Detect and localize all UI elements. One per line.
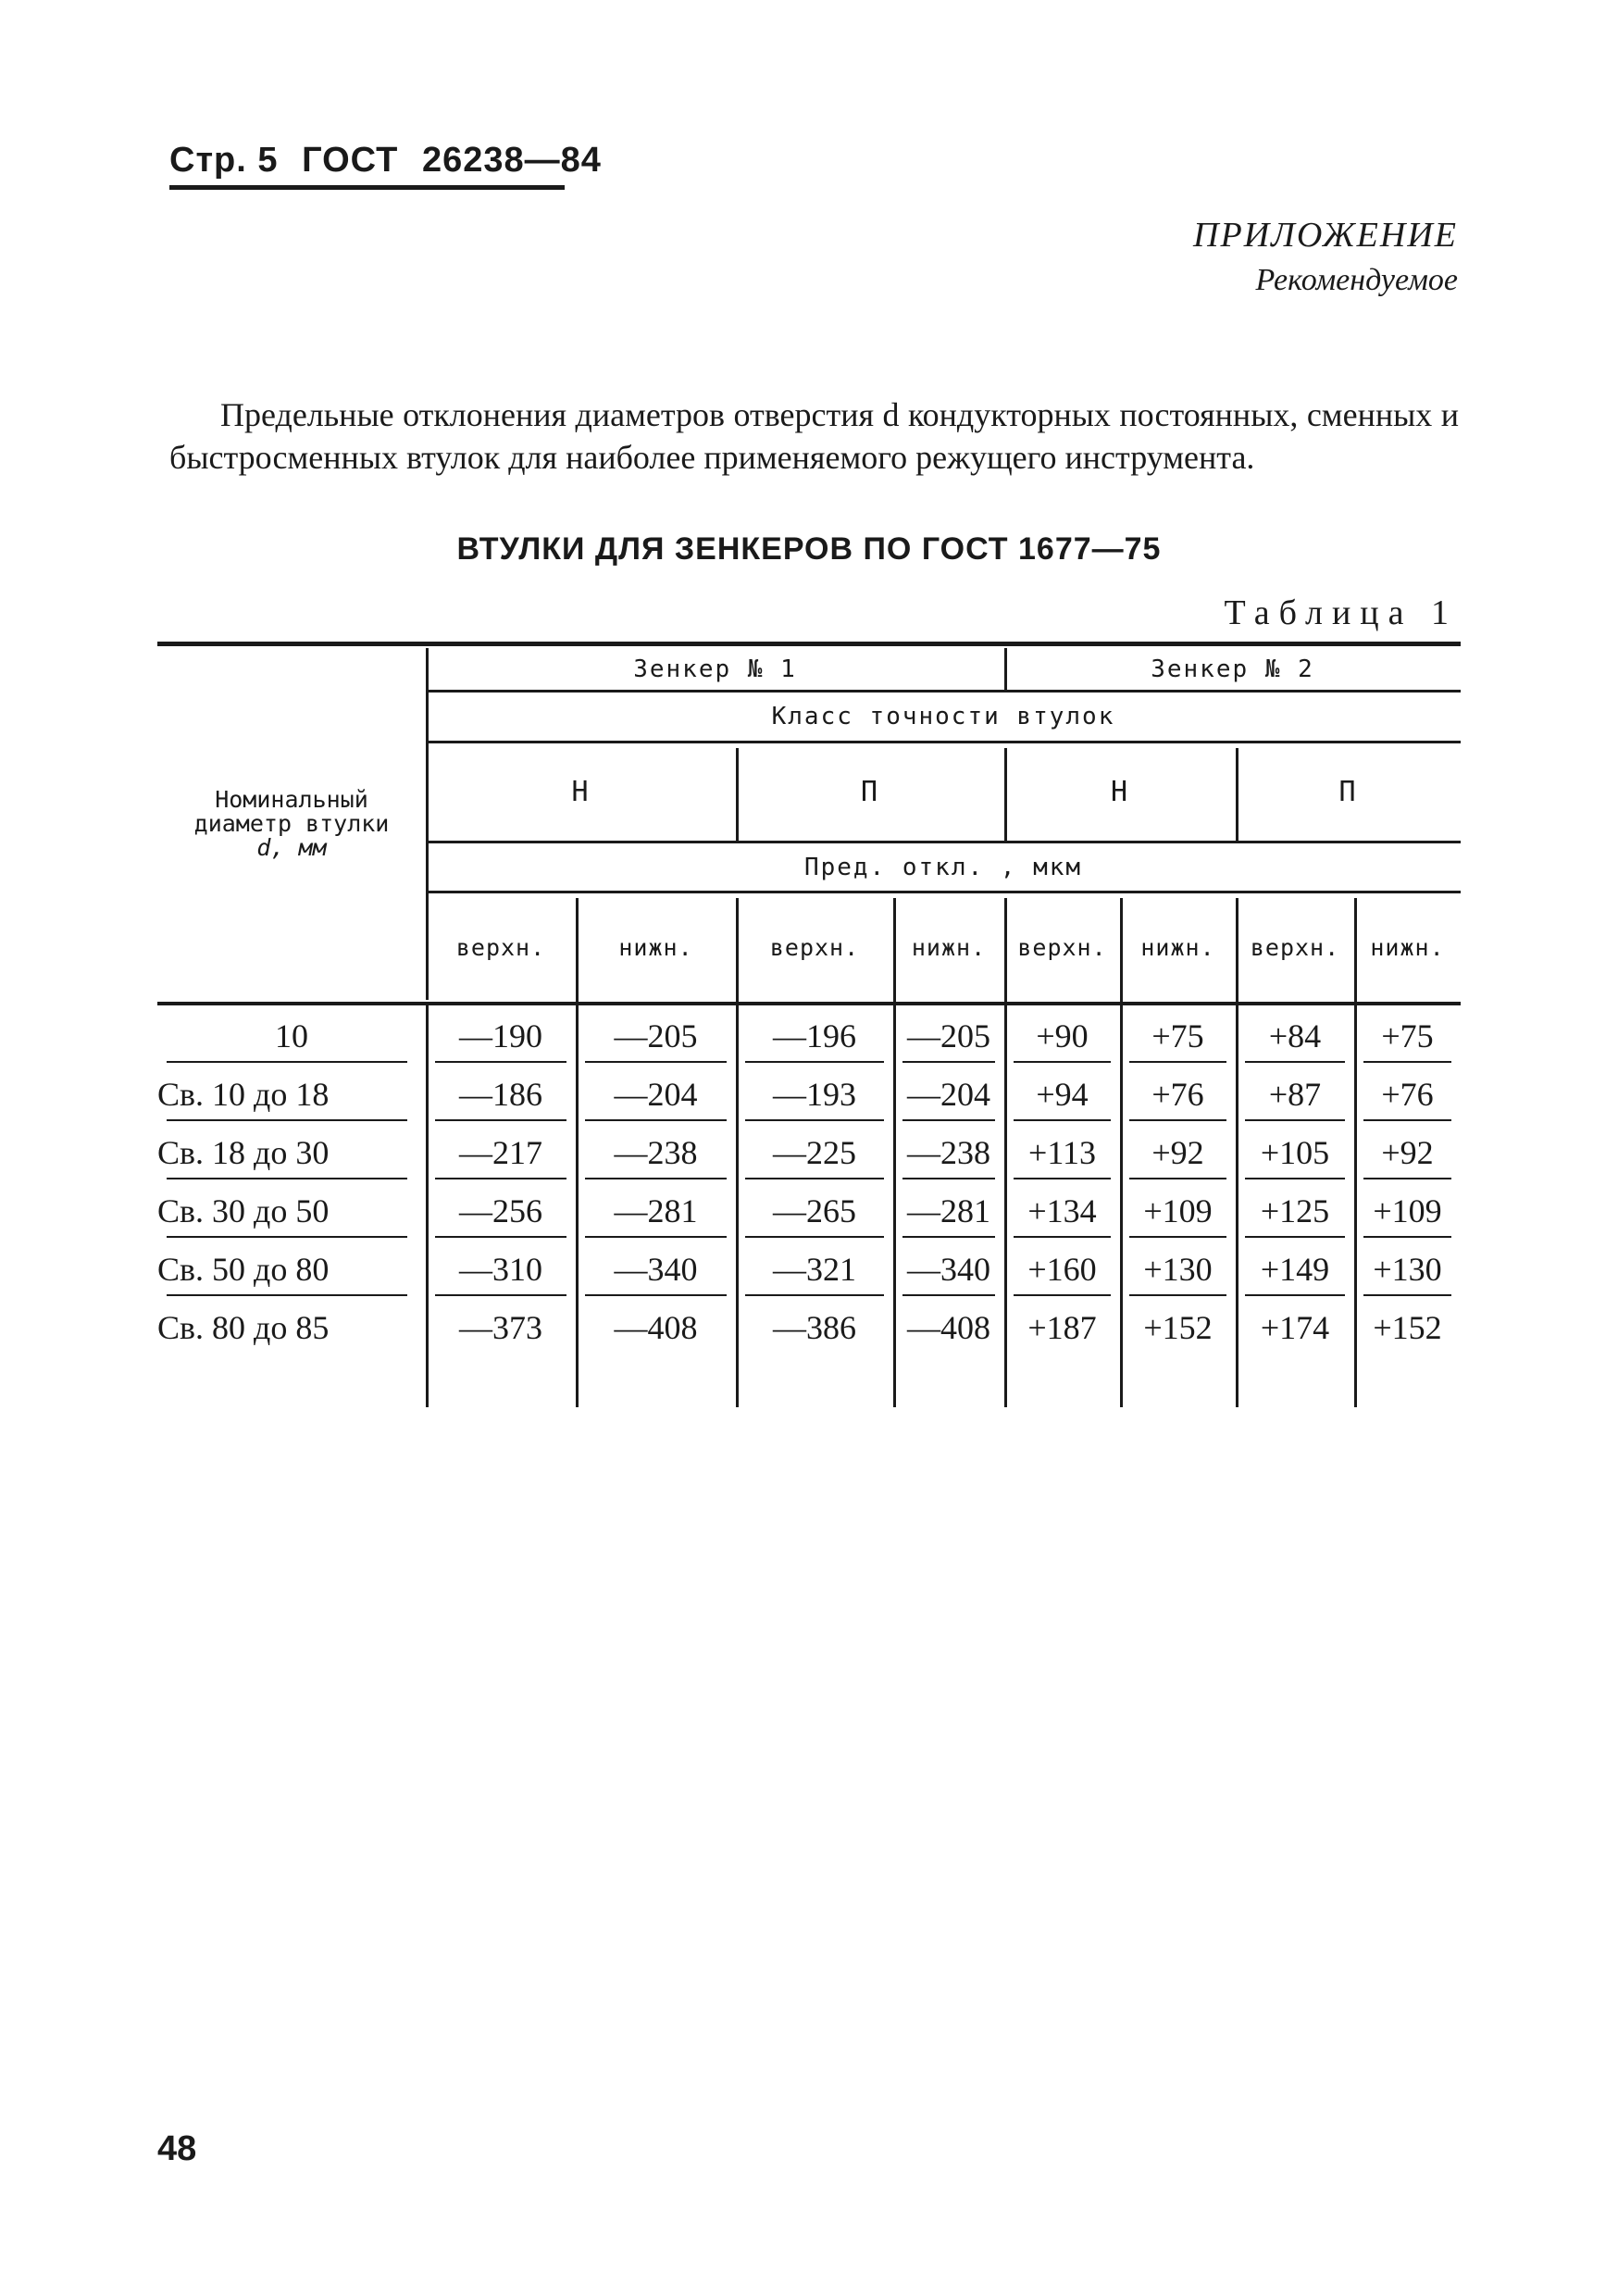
appendix-subtitle: Рекомендуемое [1255,263,1458,297]
column-header: верхн. [1250,934,1340,961]
appendix-block [1193,215,1458,298]
table-cell: —321 [773,1250,856,1288]
section-title: ВТУЛКИ ДЛЯ ЗЕНКЕРОВ ПО ГОСТ 1677—75 [456,531,1162,567]
stub-header-line: диаметр втулки [193,810,390,837]
table-cell: +113 [1028,1133,1096,1171]
table-cell: —186 [459,1075,542,1113]
table-cell: —205 [907,1017,990,1054]
table-cell: —190 [459,1017,542,1054]
cell-underline [1363,1178,1451,1179]
cell-underline [902,1119,995,1121]
cell-underline [1245,1119,1345,1121]
cell-underline [1014,1294,1111,1296]
cell-underline [585,1061,727,1063]
table-cell: +76 [1381,1075,1434,1113]
cell-underline [1129,1119,1226,1121]
cell-underline [435,1061,566,1063]
cell-underline [1129,1061,1226,1063]
table-cell: —340 [907,1250,990,1288]
appendix-title: ПРИЛОЖЕНИЕ [1193,216,1458,255]
table-row-label: 10 [275,1017,308,1054]
table-cell: +134 [1027,1192,1097,1229]
cell-underline [1245,1061,1345,1063]
cell-underline [1363,1236,1451,1238]
table-cell: +76 [1151,1075,1204,1113]
page-header [169,141,615,181]
table-cell: +84 [1268,1017,1322,1054]
table-cell: +125 [1260,1192,1330,1229]
group-header-zenker-1: Зенкер № 1 [633,655,797,683]
cell-underline [745,1061,884,1063]
table-cell: —196 [773,1017,856,1054]
cell-underline [1014,1236,1111,1238]
table-cell: +109 [1143,1192,1213,1229]
table-cell: —310 [459,1250,542,1288]
table-cell: —205 [614,1017,698,1054]
cell-underline [435,1178,566,1179]
table-cell: +187 [1027,1308,1097,1346]
table-cell: —408 [614,1308,698,1346]
table-cell: +105 [1260,1133,1330,1171]
row-underline [167,1061,407,1063]
table-row-label: Св. 10 до 18 [157,1075,330,1113]
table-cell: —281 [907,1192,990,1229]
body-divider-5 [1004,1005,1007,1407]
body-divider-8 [1354,1005,1357,1407]
cell-underline [902,1294,995,1296]
deviation-header: Пред. откл. , мкм [803,853,1083,881]
body-divider-6 [1120,1005,1123,1407]
table-cell: —373 [459,1308,542,1346]
class-cell: Н [571,776,591,808]
table-top-rule [157,642,1461,646]
cell-underline [1014,1061,1111,1063]
table-cell: +92 [1381,1133,1434,1171]
table-label: Таблица 1 [1224,593,1458,632]
stub-header-line: d, мм [256,834,327,861]
table-cell: +152 [1143,1308,1213,1346]
cell-underline [1363,1061,1451,1063]
class-header: Класс точности втулок [771,703,1115,730]
table-row-label: Св. 50 до 80 [157,1250,330,1288]
cell-underline [435,1119,566,1121]
table-cell: +87 [1268,1075,1322,1113]
cell-underline [902,1061,995,1063]
table-cell: +152 [1373,1308,1442,1346]
cell-underline [585,1119,727,1121]
cell-underline [1129,1236,1226,1238]
table-cell: +90 [1036,1017,1089,1054]
column-header: нижн. [1370,934,1445,961]
stub-header [157,648,426,1037]
table-cell: +92 [1151,1133,1204,1171]
cell-underline [1014,1119,1111,1121]
table-row-label: Св. 18 до 30 [157,1133,330,1171]
table-cell: —204 [907,1075,990,1113]
table-cell: +75 [1381,1017,1434,1054]
cell-underline [902,1178,995,1179]
row-underline [167,1119,407,1121]
body-divider-7 [1236,1005,1238,1407]
cell-underline [902,1236,995,1238]
cell-underline [1363,1294,1451,1296]
table-cell: +130 [1143,1250,1213,1288]
column-header: нижн. [911,934,987,961]
table-cell: —408 [907,1308,990,1346]
cell-underline [585,1236,727,1238]
cell-underline [745,1236,884,1238]
column-header: верхн. [1017,934,1107,961]
column-header: нижн. [1140,934,1215,961]
table-cell: —238 [614,1133,698,1171]
table-cell: —386 [773,1308,856,1346]
row-underline [167,1294,407,1296]
column-header: нижн. [618,934,693,961]
body-divider-3 [736,1005,739,1407]
page-number: 48 [157,2129,197,2168]
header-standard: ГОСТ [302,141,399,180]
cell-underline [585,1294,727,1296]
table-cell: +174 [1260,1308,1330,1346]
intro-paragraph: Предельные отклонения диаметров отверстия d кондукторных постоянных, сменных и быстросменных втулок для наиболее применяемого режущего инструмента. [169,396,1459,476]
table-cell: —265 [773,1192,856,1229]
row-underline [167,1178,407,1179]
table-cell: +130 [1373,1250,1442,1288]
table-row-label: Св. 80 до 85 [157,1308,330,1346]
table-cell: —281 [614,1192,698,1229]
cell-underline [1129,1178,1226,1179]
table-cell: —204 [614,1075,698,1113]
header-number: 26238—84 [421,141,602,180]
body-divider-1 [426,1005,429,1407]
cell-underline [1129,1294,1226,1296]
table-cell: —217 [459,1133,542,1171]
table-cell: +94 [1036,1075,1089,1113]
table-cell: —340 [614,1250,698,1288]
column-header: верхн. [769,934,860,961]
cell-underline [1363,1119,1451,1121]
table-cell: +149 [1260,1250,1330,1288]
table-cell: +75 [1151,1017,1204,1054]
row-underline [167,1236,407,1238]
class-cell: П [1338,776,1358,808]
table-cell: —238 [907,1133,990,1171]
cell-underline [745,1178,884,1179]
cell-underline [1245,1178,1345,1179]
table-cell: —256 [459,1192,542,1229]
cell-underline [745,1294,884,1296]
cell-underline [435,1236,566,1238]
header-page: Стр. 5 [169,141,279,180]
cell-underline [435,1294,566,1296]
body-divider-4 [893,1005,896,1407]
table-cell: —193 [773,1075,856,1113]
class-cell: П [860,776,880,808]
cell-underline [1245,1236,1345,1238]
column-header: верхн. [455,934,546,961]
table-cell: +160 [1027,1250,1097,1288]
cell-underline [745,1119,884,1121]
table-cell: —225 [773,1133,856,1171]
table-row-label: Св. 30 до 50 [157,1192,330,1229]
class-cell: Н [1110,776,1130,808]
cell-underline [1245,1294,1345,1296]
stub-header-line: Номинальный [215,786,368,813]
cell-underline [1014,1178,1111,1179]
cell-underline [585,1178,727,1179]
table-cell: +109 [1373,1192,1442,1229]
header-rule [169,185,565,190]
body-divider-2 [576,1005,579,1407]
group-header-zenker-2: Зенкер № 2 [1151,655,1314,683]
